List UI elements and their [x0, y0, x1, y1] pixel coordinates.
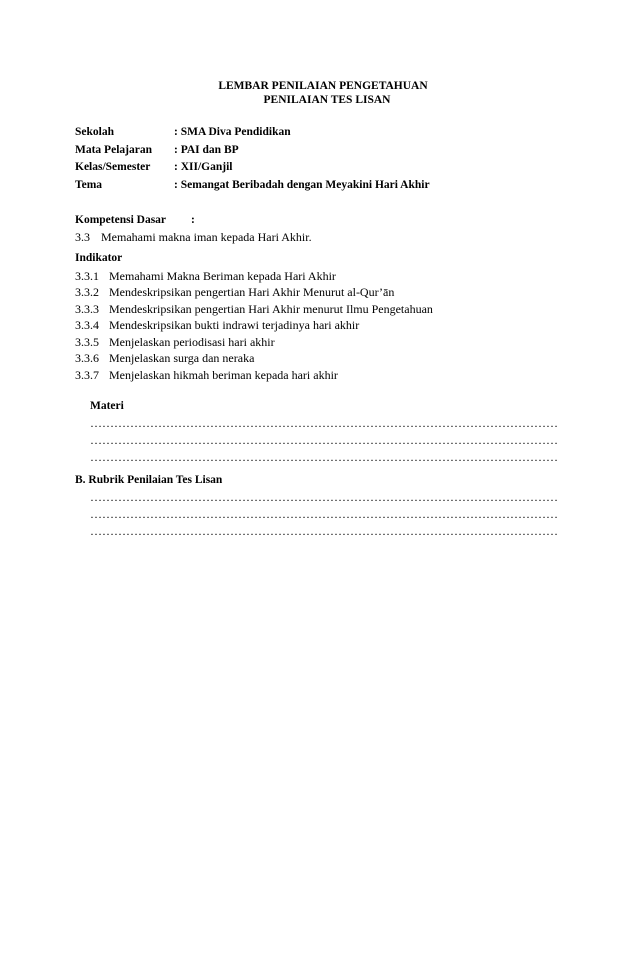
indikator-item [75, 368, 433, 385]
info-row-sekolah [75, 126, 430, 144]
indikator-text: Menjelaskan hikmah beriman kepada hari akhir [109, 367, 338, 382]
indikator-text: Mendeskripsikan bukti indrawi terjadinya hari akhir [109, 318, 360, 332]
indikator-number: 3.3.5 [75, 334, 99, 349]
info-row-mata-pelajaran [75, 144, 430, 162]
identity-table [75, 126, 430, 196]
indikator-number: 3.3.6 [75, 351, 99, 365]
indikator-item [75, 285, 433, 302]
info-label: Tema [75, 178, 103, 191]
indikator-number: 3.3.4 [75, 318, 99, 332]
indikator-number: 3.3.3 [75, 301, 99, 316]
kompetensi-dasar-label: Kompetensi Dasar [75, 214, 167, 226]
indikator-text: Menjelaskan periodisasi hari akhir [109, 334, 275, 349]
kompetensi-dasar-colon: : [191, 214, 195, 226]
indikator-section [75, 252, 433, 384]
materi-section [90, 400, 562, 467]
title-line-1: LEMBAR PENILAIAN PENGETAHUAN [218, 80, 428, 92]
indikator-item [75, 318, 433, 335]
info-label: Sekolah [75, 126, 114, 138]
indikator-text: Mendeskripsikan pengertian Hari Akhir Menurut al-Qur’ān [109, 285, 395, 299]
kompetensi-dasar-item [75, 230, 312, 246]
indikator-number: 3.3.2 [75, 285, 99, 299]
indikator-item [75, 302, 433, 319]
indikator-item [75, 351, 433, 368]
info-value: : Semangat Beribadah dengan Meyakini Hari Akhir [174, 178, 430, 191]
kompetensi-dasar-heading [75, 214, 312, 230]
indikator-text: Memahami Makna Beriman kepada Hari Akhir [109, 268, 336, 283]
indikator-item [75, 335, 433, 352]
info-row-kelas-semester [75, 161, 430, 179]
info-label: Kelas/Semester [75, 161, 151, 173]
kompetensi-text: Memahami makna iman kepada Hari Akhir. [101, 230, 312, 244]
indikator-text: Menjelaskan surga dan neraka [109, 351, 255, 365]
rubrik-fill-line: ……………………………………………………………………………………………………… [90, 524, 558, 538]
indikator-item [75, 269, 433, 286]
materi-fill-line: ……………………………………………………………………………………………………… [90, 416, 558, 430]
indikator-heading: Indikator [75, 252, 123, 264]
kompetensi-number: 3.3 [75, 230, 90, 244]
rubrik-section [75, 474, 562, 541]
document-title [0, 79, 638, 107]
indikator-text: Mendeskripsikan pengertian Hari Akhir menurut Ilmu Pengetahuan [109, 301, 433, 316]
title-line-2: PENILAIAN TES LISAN [263, 94, 391, 106]
materi-fill-line: ……………………………………………………………………………………………………… [90, 450, 558, 464]
info-value: : XII/Ganjil [174, 161, 233, 173]
info-label: Mata Pelajaran [75, 143, 152, 156]
info-value: : PAI dan BP [174, 143, 239, 156]
materi-heading: Materi [90, 400, 124, 412]
materi-fill-line: ……………………………………………………………………………………………………… [90, 433, 558, 447]
info-row-tema [75, 179, 430, 197]
rubrik-heading: B. Rubrik Penilaian Tes Lisan [75, 474, 223, 486]
indikator-number: 3.3.1 [75, 268, 99, 283]
rubrik-fill-line: ……………………………………………………………………………………………………… [90, 507, 558, 521]
info-value: : SMA Diva Pendidikan [174, 126, 291, 138]
rubrik-fill-line: ……………………………………………………………………………………………………… [90, 490, 558, 504]
kompetensi-dasar-section [75, 214, 312, 246]
indikator-number: 3.3.7 [75, 367, 99, 382]
